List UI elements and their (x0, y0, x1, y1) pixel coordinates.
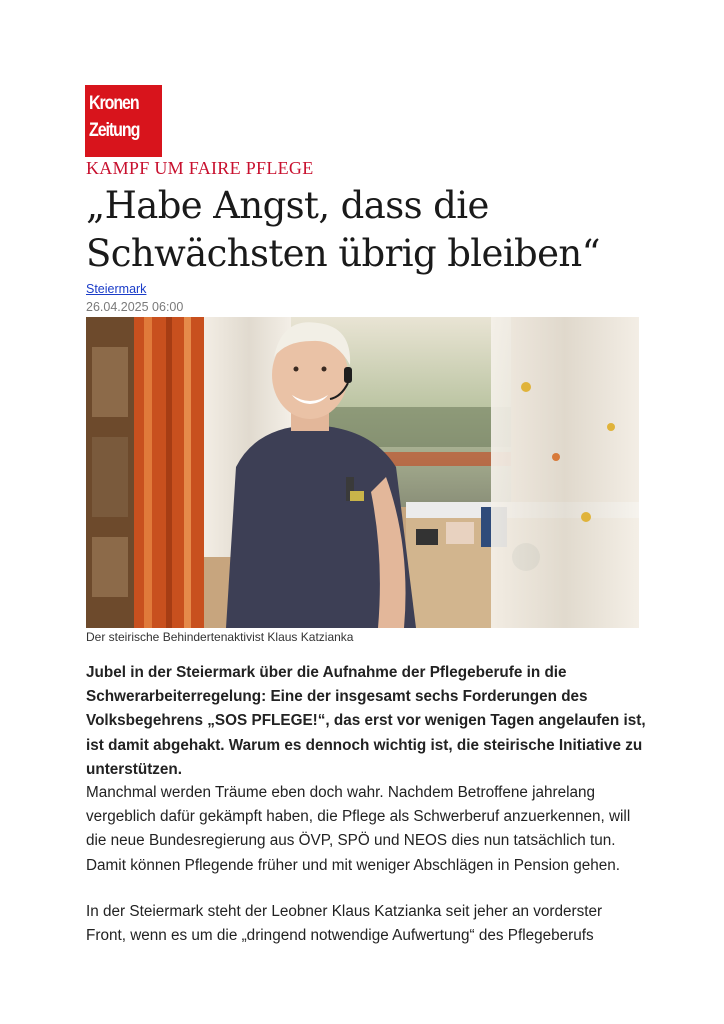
article-kicker: KAMPF UM FAIRE PFLEGE (86, 158, 314, 178)
publish-date: 26.04.2025 06:00 (86, 300, 184, 314)
photo-illustration (86, 317, 639, 628)
article-lead: Jubel in der Steiermark über die Aufnahme der Pflegeberufe in die Schwerarbeiterregelung: Eine der insgesamt sechs Forderungen des Volksbegehrens „SOS PFLEGE!“, das erst vor wenigen Tagen angelaufen ist, ist damit abgehakt. Warum es dennoch wichtig ist, die steirische Initiative zu unterstützen. (86, 664, 646, 778)
kronen-zeitung-logo[interactable] (85, 85, 162, 157)
logo-line-1: Kronen (89, 92, 139, 114)
article-paragraph: Manchmal werden Träume eben doch wahr. Nachdem Betroffene jahrelang vergeblich dafür gekämpft haben, die Pflege als Schwerberuf anzuerkennen, will die neue Bundesregierung aus ÖVP, SPÖ und NEOS dies nun tatsächlich tun. Damit können Pflegende früher und mit weniger Abschlägen in Pension gehen. (86, 784, 631, 874)
image-caption: Der steirische Behindertenaktivist Klaus Katzianka (86, 630, 354, 644)
article-paragraph: In der Steiermark steht der Leobner Klaus Katzianka seit jeher an vorderster Front, wenn es um die „dringend notwendige Aufwertung“ des Pflegeberufs (86, 903, 603, 945)
article-photo (86, 317, 639, 628)
category-link[interactable]: Steiermark (86, 282, 147, 296)
logo-line-2: Zeitung (89, 119, 140, 141)
article-headline: „Habe Angst, dass die Schwächsten übrig bleiben“ (86, 184, 600, 275)
